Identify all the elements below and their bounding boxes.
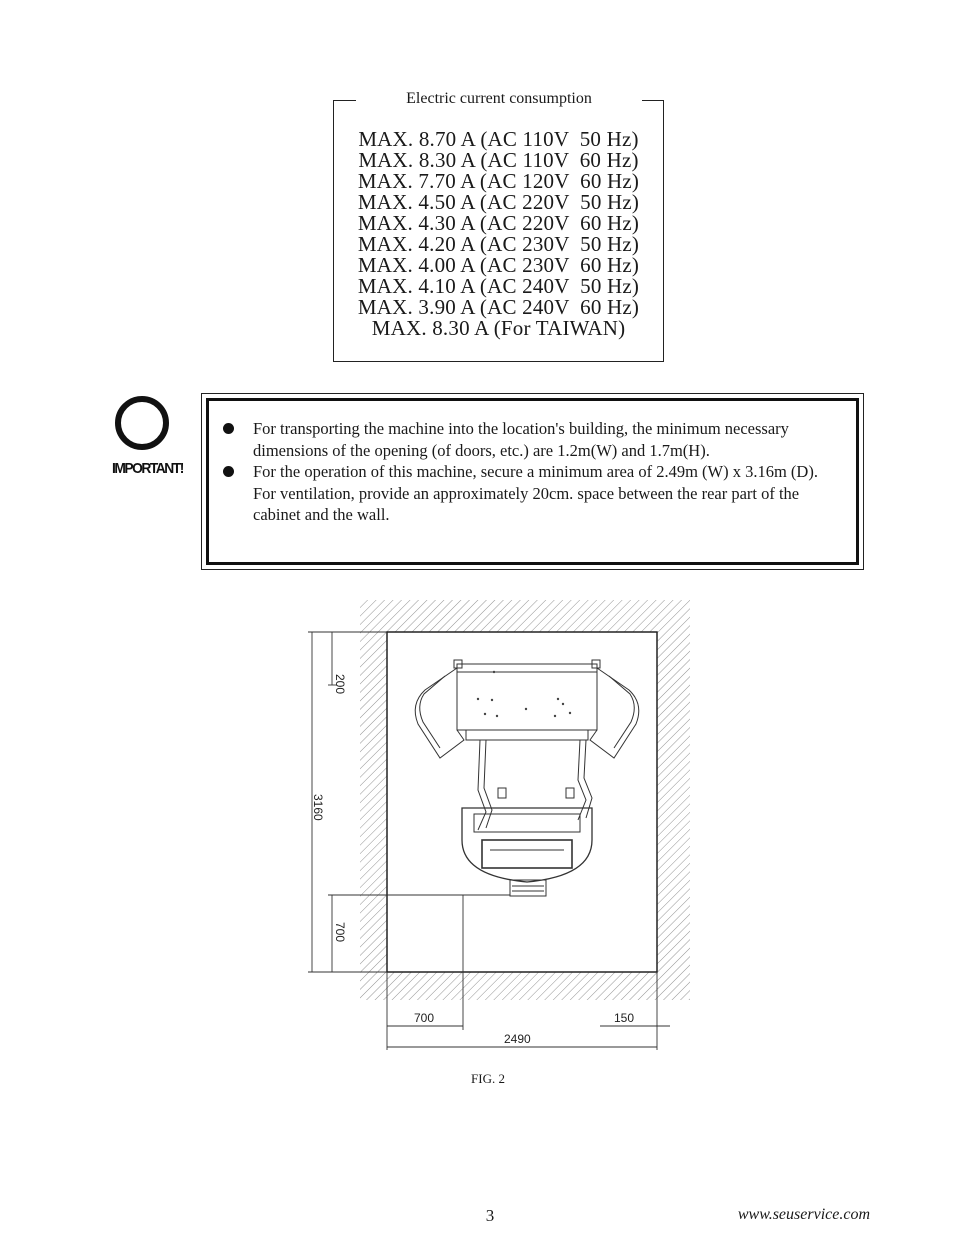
dimension-700-side: 700 [333, 922, 347, 943]
bullet-icon [223, 466, 234, 477]
dimension-150: 150 [614, 1011, 635, 1025]
important-item-text: For transporting the machine into the location's building, the minimum necessary dimensions of the opening (of doors, etc.) are 1.2m(W) and 1.7m(H). [253, 419, 789, 460]
current-line: MAX. 4.50 A (AC 220V 50 Hz) [357, 190, 640, 214]
dimension-3160: 3160 [311, 794, 325, 821]
important-item [220, 461, 840, 526]
important-label: IMPORTANT! [112, 460, 183, 477]
figure-caption: FIG. 2 [471, 1071, 505, 1086]
dimension-2490: 2490 [504, 1032, 531, 1046]
dimension-700-bottom: 700 [414, 1011, 435, 1025]
dimension-200: 200 [333, 674, 347, 695]
current-line: MAX. 4.10 A (AC 240V 50 Hz) [357, 274, 640, 298]
current-consumption-title: Electric current consumption [356, 88, 642, 110]
important-list [220, 418, 840, 526]
important-ring-icon [115, 396, 169, 450]
footer-website: www.seuservice.com [737, 1206, 870, 1223]
bullet-icon [223, 423, 234, 434]
current-consumption-list [334, 129, 663, 339]
current-line: MAX. 8.30 A (For TAIWAN) [371, 316, 626, 340]
current-line: MAX. 8.30 A (AC 110V 60 Hz) [358, 148, 639, 172]
current-line: MAX. 7.70 A (AC 120V 60 Hz) [357, 169, 640, 193]
important-icon [112, 394, 182, 484]
important-item-text: For the operation of this machine, secure a minimum area of 2.49m (W) x 3.16m (D). For ventilation, provide an approximately 20cm. space between the rear part of the cabinet and the wall. [253, 462, 818, 525]
current-line: MAX. 4.20 A (AC 230V 50 Hz) [357, 232, 640, 256]
current-line: MAX. 3.90 A (AC 240V 60 Hz) [357, 295, 640, 319]
page-number: 3 [485, 1206, 495, 1225]
current-line: MAX. 4.00 A (AC 230V 60 Hz) [357, 253, 640, 277]
current-line: MAX. 4.30 A (AC 220V 60 Hz) [357, 211, 640, 235]
current-line: MAX. 8.70 A (AC 110V 50 Hz) [358, 127, 639, 151]
important-item [220, 418, 840, 461]
floor-layout-diagram [300, 595, 700, 1060]
